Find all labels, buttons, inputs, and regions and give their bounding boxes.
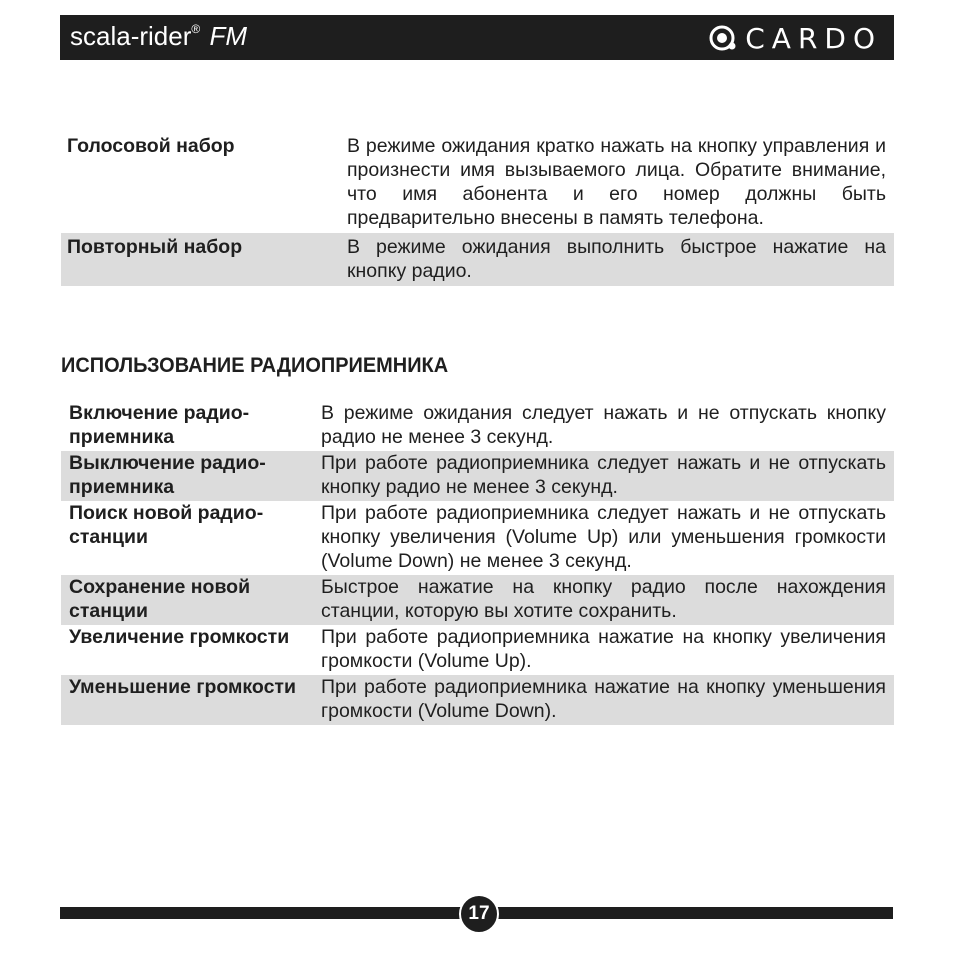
function-description: При работе радиоприемника нажатие на кнопку увеличения громкости (Volume Up). [321, 626, 886, 672]
cardo-logo [709, 23, 882, 53]
function-label: Уменьшение громкости [69, 676, 296, 698]
radio-functions-table [61, 401, 894, 725]
function-description: В режиме ожидания следует нажать и не отпускать кнопку радио не менее 3 секунд. [321, 402, 886, 448]
table-row [61, 132, 894, 233]
function-description: При работе радиоприемника следует нажать и не отпускать кнопку радио не менее 3 секунд. [321, 452, 886, 498]
function-label: Выключение радиоприемника [69, 452, 266, 498]
function-description: В режиме ожидания кратко нажать на кнопку управления и произнести имя вызываемого лица. Обратите внимание, что имя абонента и его номер должны быть предварительно внесены в память телефона. [347, 135, 886, 229]
table-row [61, 451, 894, 501]
function-description: Быстрое нажатие на кнопку радио после нахождения станции, которую вы хотите сохранить. [321, 576, 886, 622]
table-row [61, 233, 894, 286]
product-title [70, 21, 247, 52]
function-description: В режиме ожидания выполнить быстрое нажатие на кнопку радио. [347, 236, 886, 282]
function-label: Сохранение новой станции [69, 576, 251, 622]
function-description: При работе радиоприемника нажатие на кнопку уменьшения громкости (Volume Down). [321, 676, 886, 722]
logo-wordmark: CARDO [745, 21, 882, 55]
function-label: Поиск новой радиостанции [69, 502, 264, 548]
table-row [61, 401, 894, 451]
function-label: Голосовой набор [67, 135, 235, 157]
page-header [60, 15, 894, 60]
table-row [61, 675, 894, 725]
page-number: 17 [459, 894, 499, 934]
function-description: При работе радиоприемника следует нажать и не отпускать кнопку увеличения (Volume Up) или уменьшения громкости (Volume Down) не менее 3 секунд. [321, 502, 886, 572]
table-row [61, 501, 894, 575]
function-label: Включение радиоприемника [69, 402, 250, 448]
section-title: ИСПОЛЬЗОВАНИЕ РАДИОПРИЕМНИКА [61, 354, 449, 377]
model-name: FM [209, 21, 247, 51]
call-functions-table [61, 132, 894, 286]
function-label: Увеличение громкости [69, 626, 290, 648]
registered-mark: ® [191, 22, 201, 37]
table-row [61, 575, 894, 625]
cardo-logo-icon [709, 23, 739, 53]
function-label: Повторный набор [67, 236, 243, 258]
table-row [61, 625, 894, 675]
product-name: scala-rider [70, 21, 192, 51]
